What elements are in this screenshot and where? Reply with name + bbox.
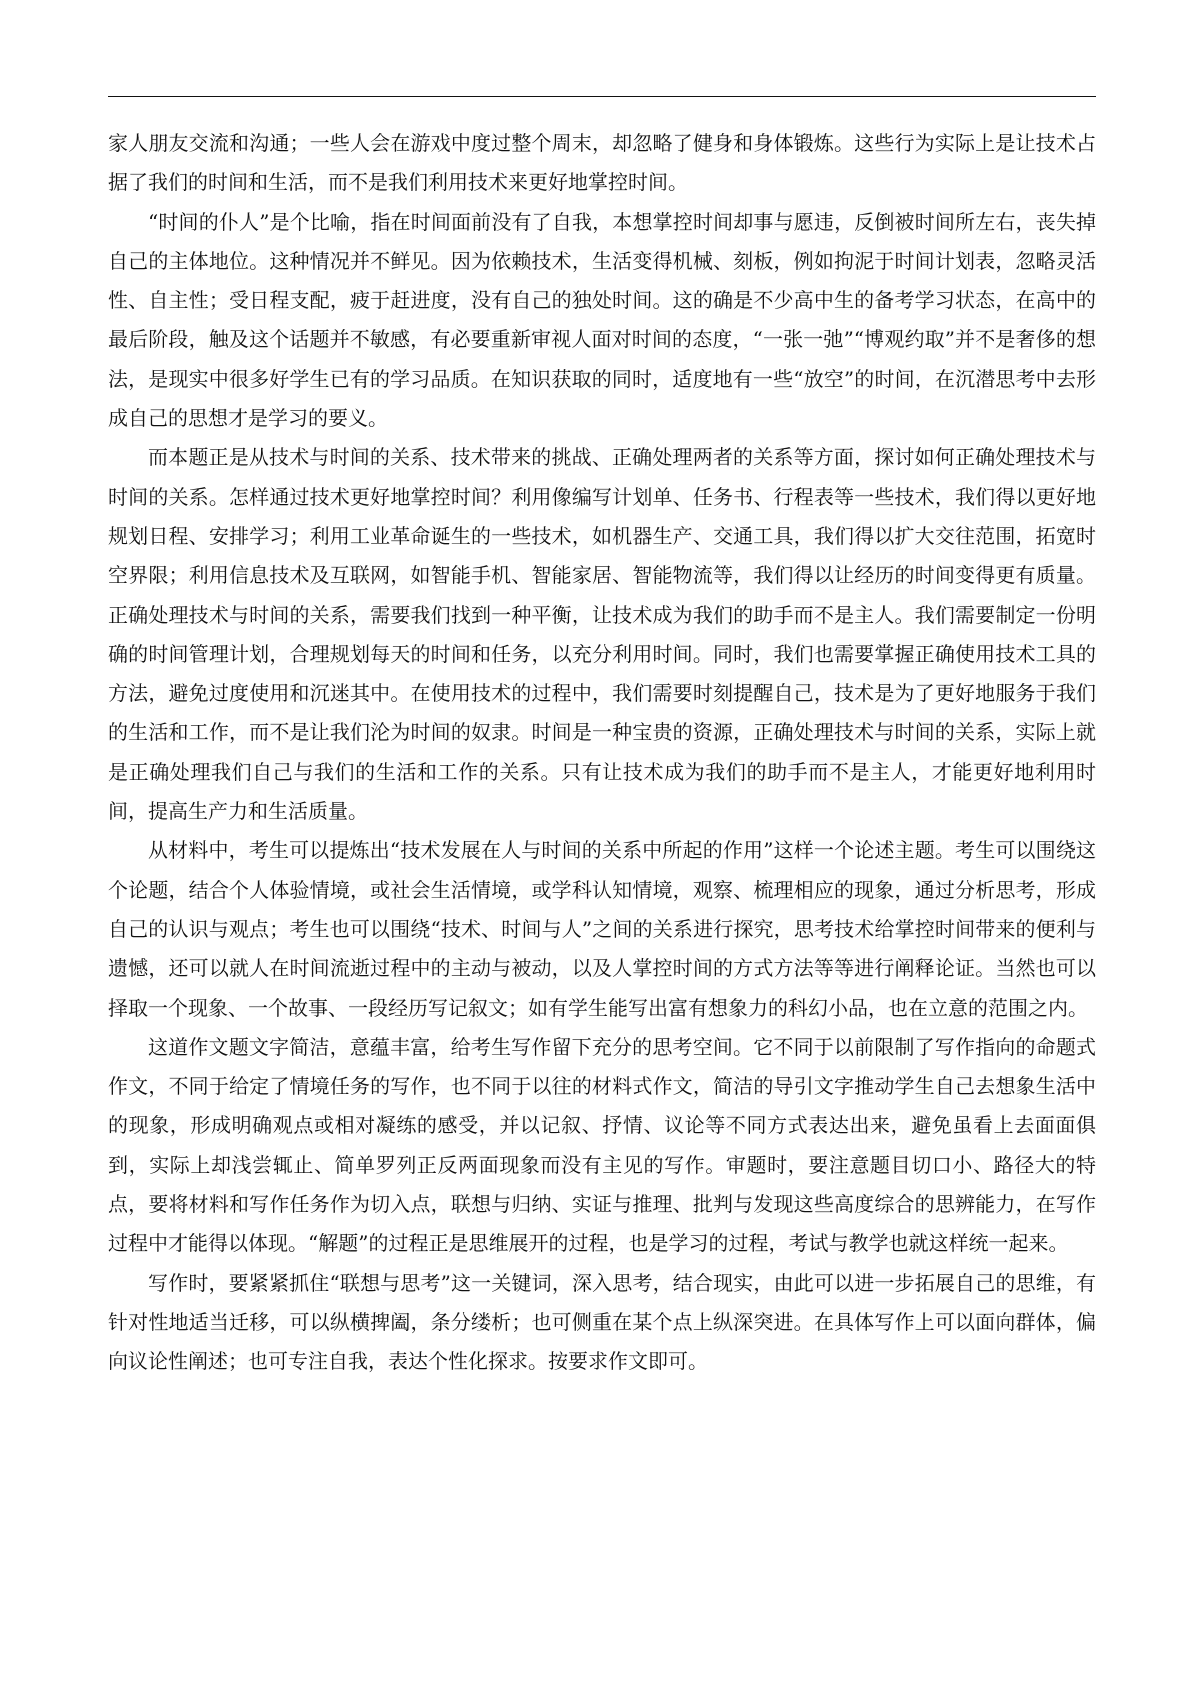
paragraph-topic-refinement: 从材料中，考生可以提炼出“技术发展在人与时间的关系中所起的作用”这样一个论述主题。考生可以围绕这个论题，结合个人体验情境，或社会生活情境，或学科认知情境，观察、梳理相应的现象，通过分析思考，形成自己的认识与观点；考生也可以围绕“技术、时间与人”之间的关系进行探究，思考技术给掌控时间带来的便利与遗憾，还可以就人在时间流逝过程中的主动与被动，以及人掌控时间的方式方法等等进行阐释论证。当然也可以择取一个现象、一个故事、一段经历写记叙文；如有学生能写出富有想象力的科幻小品，也在立意的范围之内。: [108, 838, 1096, 1020]
paragraph-time-servant: “时间的仆人”是个比喻，指在时间面前没有了自我，本想掌控时间却事与愿违，反倒被时间所左右，丧失掉自己的主体地位。这种情况并不鲜见。因为依赖技术，生活变得机械、刻板，例如拘泥于时间计划表，忽略灵活性、自主性；受日程支配，疲于赶进度，没有自己的独处时间。这的确是不少高中生的备考学习状态，在高中的最后阶段，触及这个话题并不敏感，有必要重新审视人面对时间的态度，“一张一弛”“博观约取”并不是奢侈的想法，是现实中很多好学生已有的学习品质。在知识获取的同时，适度地有一些“放空”的时间，在沉潜思考中去形成自己的思想才是学习的要义。: [108, 209, 1096, 431]
paragraph-question-analysis: 这道作文题文字简洁，意蕴丰富，给考生写作留下充分的思考空间。它不同于以前限制了写作指向的命题式作文，不同于给定了情境任务的写作，也不同于以往的材料式作文，简洁的导引文字推动学生自己去想象生活中的现象，形成明确观点或相对凝练的感受，并以记叙、抒情、议论等不同方式表达出来，避免虽看上去面面俱到，实际上却浅尝辄止、简单罗列正反两面现象而没有主见的写作。审题时，要注意题目切口小、路径大的特点，要将材料和写作任务作为切入点，联想与归纳、实证与推理、批判与发现这些高度综合的思辨能力，在写作过程中才能得以体现。“解题”的过程正是思维展开的过程，也是学习的过程，考试与教学也就这样统一起来。: [108, 1034, 1096, 1256]
paragraph-continued: 家人朋友交流和沟通；一些人会在游戏中度过整个周末，却忽略了健身和身体锻炼。这些行为实际上是让技术占据了我们的时间和生活，而不是我们利用技术来更好地掌控时间。: [108, 131, 1096, 195]
document-body: [108, 124, 1096, 1382]
header-divider: [108, 96, 1096, 97]
paragraph-technology-and-time: 而本题正是从技术与时间的关系、技术带来的挑战、正确处理两者的关系等方面，探讨如何正确处理技术与时间的关系。怎样通过技术更好地掌控时间？利用像编写计划单、任务书、行程表等一些技术，我们得以更好地规划日程、安排学习；利用工业革命诞生的一些技术，如机器生产、交通工具，我们得以扩大交往范围，拓宽时空界限；利用信息技术及互联网，如智能手机、智能家居、智能物流等，我们得以让经历的时间变得更有质量。正确处理技术与时间的关系，需要我们找到一种平衡，让技术成为我们的助手而不是主人。我们需要制定一份明确的时间管理计划，合理规划每天的时间和任务，以充分利用时间。同时，我们也需要掌握正确使用技术工具的方法，避免过度使用和沉迷其中。在使用技术的过程中，我们需要时刻提醒自己，技术是为了更好地服务于我们的生活和工作，而不是让我们沦为时间的奴隶。时间是一种宝贵的资源，正确处理技术与时间的关系，实际上就是正确处理我们自己与我们的生活和工作的关系。只有让技术成为我们的助手而不是主人，才能更好地利用时间，提高生产力和生活质量。: [108, 445, 1096, 824]
paragraph-writing-guidance: 写作时，要紧紧抓住“联想与思考”这一关键词，深入思考，结合现实，由此可以进一步拓展自己的思维，有针对性地适当迁移，可以纵横捭阖，条分缕析；也可侧重在某个点上纵深突进。在具体写作上可以面向群体，偏向议论性阐述；也可专注自我，表达个性化探求。按要求作文即可。: [108, 1270, 1096, 1374]
